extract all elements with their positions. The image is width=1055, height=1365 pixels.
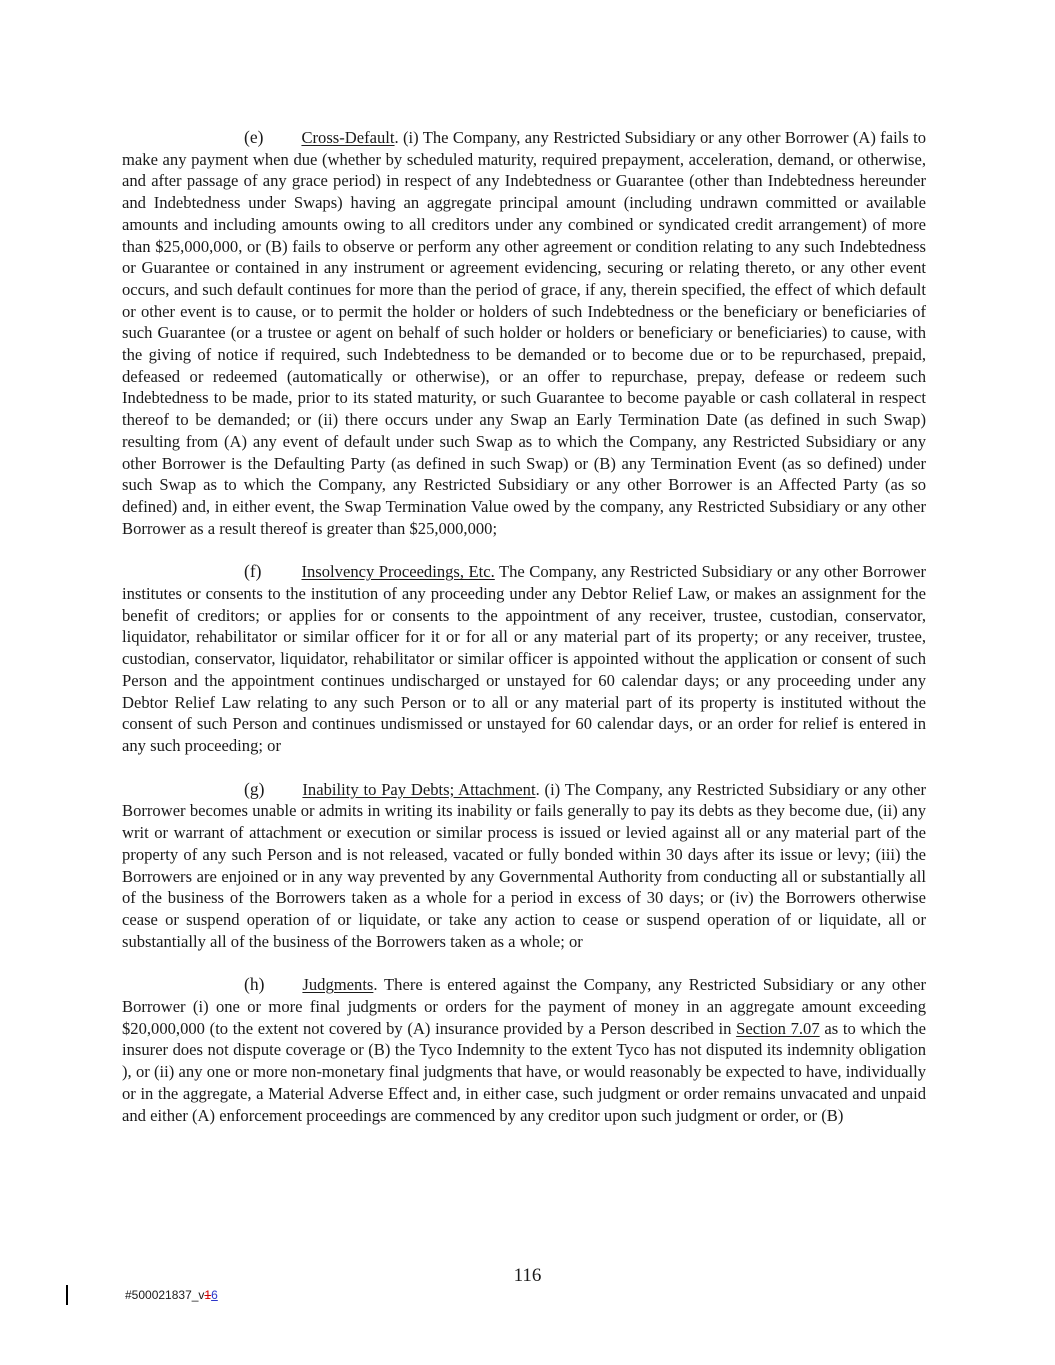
document-id-prefix: #500021837_v [125, 1288, 205, 1302]
clause-text-f: The Company, any Restricted Subsidiary or any other Borrower institutes or consents to the institution of any proceeding under any Debtor Relief Law, or makes an assignment for the benefit of creditors; or applies for or consents to the appointment of any receiver, trustee, custodian, conservator, liquidator, rehabilitator or similar officer for it or for all or any material part of its property; or any receiver, trustee, custodian, conservator, liquidator, rehabilitator or similar officer is appointed without the application or consent of such Person and the appointment continues undischarged or unstayed for 60 calendar days; or any proceeding under any Debtor Relief Law relating to any such Person or to all or any material part of its property is instituted without the consent of such Person and continues undismissed or unstayed for 60 calendar days, or an order for relief is entered in any such proceeding; or [122, 562, 926, 755]
clause-marker-h: (h) [244, 974, 265, 995]
clause-text-h-part-2: as to which the insurer does not dispute coverage or (B) the Tyco Indemnity to the extent Tyco has not disputed its indemnity obligation ), or (ii) any one or more non-monetary final judgments that have, or would reasonably be expected to have, individually or in the aggregate, a Material Adverse Effect and, in either case, such judgment or order remains unvacated and unpaid and either (A) enforcement proceedings are commenced by any creditor upon such judgment or order, or (B) [122, 1018, 926, 1125]
page-number: 116 [513, 1265, 542, 1286]
clause-marker-g: (g) [244, 778, 265, 799]
clause-heading-judgments: Judgments [302, 975, 374, 995]
paragraph-h-judgments [122, 974, 926, 1126]
clause-heading-inability-to-pay-debts: Inability to Pay Debts; Attachment [302, 779, 536, 799]
clause-heading-insolvency-proceedings: Insolvency Proceedings, Etc. [301, 562, 495, 582]
clause-heading-cross-default: Cross-Default [301, 128, 395, 147]
paragraph-e-cross-default [122, 127, 926, 539]
paragraph-f-insolvency-proceedings [122, 561, 926, 756]
clause-text-e: . (i) The Company, any Restricted Subsidiary or any other Borrower (A) fails to make any payment when due (whether by scheduled maturity, required prepayment, acceleration, demand, or otherwise, and after passage of any grace period) in respect of any Indebtedness or Guarantee (other than Indebtedness hereunder and Indebtedness under Swaps) having an aggregate principal amount (including undrawn committed or available amounts and including amounts owing to all creditors under any combined or syndicated credit arrangement) of more than $25,000,000, or (B) fails to observe or perform any other agreement or condition relating to any such Indebtedness or Guarantee or contained in any instrument or agreement evidencing, securing or relating thereto, or any other event occurs, and such default continues for more than the period of grace, if any, therein specified, the effect of which default or other event is to cause, or to permit the holder or holders of such Indebtedness or the beneficiary or beneficiaries of such Guarantee (or a trustee or agent on behalf of such holder or holders or beneficiary or beneficiaries) to cause, with the giving of notice if required, such Indebtedness to be demanded or to become due or to be repurchased, prepaid, defeased or redeemed (automatically or otherwise), or an offer to repurchase, prepay, defease or redeem such Indebtedness to be made, prior to its stated maturity, or such Guarantee to become payable or cash collateral in respect thereof to be demanded; or (ii) there occurs under any Swap an Early Termination Date (as defined in such Swap) resulting from (A) any event of default under such Swap as to which the Company, any Restricted Subsidiary or any other Borrower is the Defaulting Party (as defined in such Swap) or (B) any Termination Event (as so defined) under such Swap as to which the Company, any Restricted Subsidiary or any other Borrower is an Affected Party (as so defined) and, in either event, the Swap Termination Value owed by the company, any Restricted Subsidiary or any other Borrower as a result thereof is greater than $25,000,000; [122, 128, 926, 538]
document-id-inserted-version: 6 [211, 1288, 218, 1302]
page-body [122, 127, 926, 1148]
document-id-deleted-version: 1 [204, 1288, 212, 1302]
clause-marker-e: (e) [244, 127, 264, 147]
clause-text-g: . (i) The Company, any Restricted Subsidiary or any other Borrower becomes unable or admits in writing its inability or fails generally to pay its debts as they become due, (ii) any writ or warrant of attachment or execution or similar process is issued or levied against all or any material part of the property of any such Person and is not released, vacated or fully bonded within 30 days after its issue or levy; (iii) the Borrowers are enjoined or in any way prevented by any Governmental Authority from conducting all or substantially all of the business of the Borrowers taken as a whole for a period in excess of 30 days; or (iv) the Borrowers otherwise cease or suspend operation of or liquidate, or take any action to cease or suspend operation of or liquidate, all or substantially all of the business of the Borrowers taken as a whole; or [122, 779, 927, 951]
clause-marker-f: (f) [244, 561, 262, 582]
paragraph-g-inability-to-pay-debts [122, 779, 926, 953]
revision-change-bar [66, 1285, 68, 1305]
document-id [125, 1288, 218, 1302]
section-reference-link: Section 7.07 [736, 1018, 820, 1038]
clause-text-h-part-1: . There is entered against the Company, any Restricted Subsidiary or any other Borrower (i) one or more final judgments or orders for the payment of money in an aggregate amount exceeding $20,000,000 (to the extent not covered by (A) insurance provided by a Person described in [122, 975, 926, 1038]
